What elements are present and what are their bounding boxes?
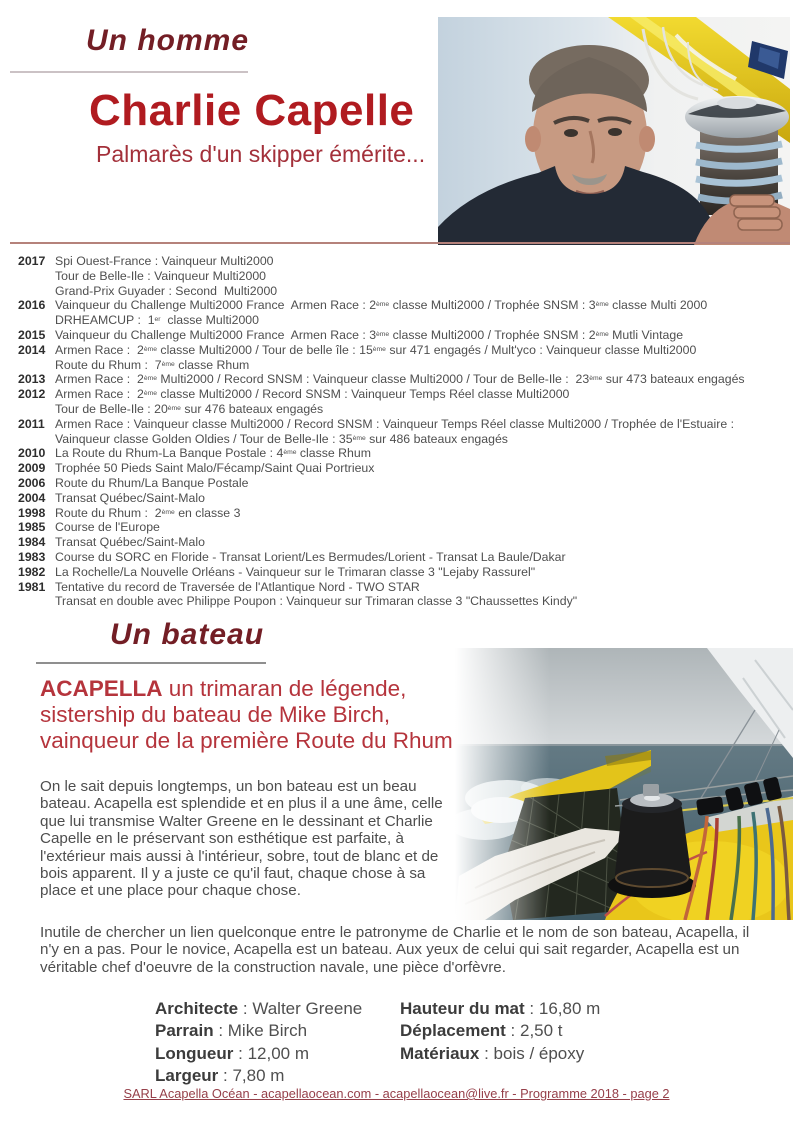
palmares-line: Course de l'Europe	[55, 520, 160, 535]
palmares-row	[18, 254, 790, 298]
palmares-lines	[55, 476, 790, 491]
palmares-line: Tentative du record de Traversée de l'Atlantique Nord - TWO STAR	[55, 579, 420, 594]
palmares-lines	[55, 298, 790, 328]
divider-under-un-bateau	[36, 662, 266, 664]
boat-heading-line3: vainqueur de la première Route du Rhum	[40, 728, 453, 753]
palmares-row	[18, 417, 790, 447]
palmares-year: 2010	[18, 446, 46, 461]
palmares-line: Armen Race : Vainqueur classe Multi2000 / Record SNSM : Vainqueur Temps Réel classe Multi2000 / Trophée de l'Estuaire :	[55, 416, 735, 431]
subtitle-palmares: Palmarès d'un skipper émérite...	[96, 141, 426, 167]
palmares-year: 2014	[18, 342, 46, 357]
palmares-line: Course du SORC en Floride - Transat Lorient/Les Bermudes/Lorient - Transat La Baule/Dakar	[55, 549, 566, 564]
palmares-line: Transat en double avec Philippe Poupon : Vainqueur sur Trimaran classe 3 "Chaussettes Kindy"	[55, 594, 578, 609]
palmares-year: 1982	[18, 564, 46, 579]
palmares-lines	[55, 328, 790, 343]
spec-row-materiaux: Matériaux : bois / époxy	[400, 1043, 585, 1063]
palmares-year: 1983	[18, 549, 46, 564]
palmares-line: Transat Québec/Saint-Malo	[55, 535, 205, 550]
palmares-year: 1985	[18, 520, 46, 535]
divider-header	[10, 242, 790, 244]
palmares-row	[18, 580, 790, 610]
page-title-charlie-capelle: Charlie Capelle	[89, 86, 415, 135]
spec-row-hauteur-mat: Hauteur du mat : 16,80 m	[400, 999, 601, 1018]
section-title-un-homme: Un homme	[86, 24, 250, 57]
palmares-line: Tour de Belle-Ile : Vainqueur Multi2000	[55, 268, 266, 283]
palmares-year: 2004	[18, 490, 46, 505]
spec-row-architecte: Architecte : Walter Greene	[155, 999, 363, 1018]
spec-row-longueur: Longueur : 12,00 m	[155, 1043, 309, 1063]
palmares-lines	[55, 446, 790, 461]
footer-link-text[interactable]: SARL Acapella Océan - acapellaocean.com - acapellaocean@live.fr - Programme 2018 - page 2	[123, 1086, 670, 1101]
palmares-line: Vainqueur du Challenge Multi2000 France Armen Race : 3ème classe Multi2000 / Trophée SNSM : 2ème Mutli Vintage	[55, 327, 684, 342]
palmares-lines	[55, 461, 790, 476]
palmares-lines	[55, 550, 790, 565]
section-title-un-bateau: Un bateau	[110, 618, 265, 651]
palmares-lines	[55, 491, 790, 506]
photo-charlie-capelle	[438, 17, 790, 245]
palmares-year: 2012	[18, 387, 46, 402]
specs-right-column	[400, 998, 600, 1065]
palmares-row	[18, 550, 790, 565]
boat-heading-line1: un trimaran de légende,	[162, 676, 407, 701]
palmares-lines	[55, 506, 790, 521]
palmares-row	[18, 491, 790, 506]
left-fade	[455, 648, 550, 920]
palmares-lines	[55, 580, 790, 610]
palmares-year: 2013	[18, 372, 46, 387]
palmares-year: 2006	[18, 475, 46, 490]
palmares-row	[18, 565, 790, 580]
palmares-year: 2011	[18, 416, 45, 431]
photo-acapella-deck	[455, 648, 793, 920]
palmares-line: Route du Rhum/La Banque Postale	[55, 475, 249, 490]
palmares-lines	[55, 254, 790, 298]
palmares-row	[18, 328, 790, 343]
palmares-lines	[55, 417, 790, 447]
palmares-line: Trophée 50 Pieds Saint Malo/Fécamp/Saint Quai Portrieux	[55, 461, 375, 476]
palmares-row	[18, 343, 790, 373]
boat-paragraph-2: Inutile de chercher un lien quelconque entre le patronyme de Charlie et le nom de son bateau, Acapella, il n'y en a pas. Pour le novice, Acapella est un bateau. Aux yeux de celui qui sait regarder, Acapella est un véritable chef d'oeuvre de la construction navale, une pièce d'orfèvre.	[40, 924, 750, 976]
palmares-line: Armen Race : 2ème classe Multi2000 / Record SNSM : Vainqueur Temps Réel classe Multi2000	[55, 387, 570, 402]
palmares-line: Vainqueur du Challenge Multi2000 France Armen Race : 2ème classe Multi2000 / Trophée SNSM : 3ème classe Multi 2000	[55, 298, 708, 313]
palmares-lines	[55, 565, 790, 580]
palmares-year: 2015	[18, 327, 46, 342]
palmares-line: Grand-Prix Guyader : Second Multi2000	[55, 283, 278, 298]
palmares-row	[18, 535, 790, 550]
palmares-lines	[55, 535, 790, 550]
palmares-row	[18, 506, 790, 521]
palmares-row	[18, 520, 790, 535]
palmares-line: Route du Rhum : 2ème en classe 3	[55, 505, 241, 520]
palmares-lines	[55, 387, 790, 417]
palmares-line: La Route du Rhum-La Banque Postale : 4ème classe Rhum	[55, 446, 371, 461]
palmares-list	[18, 254, 790, 609]
boat-heading-line2: sistership du bateau de Mike Birch,	[40, 702, 391, 727]
boat-paragraph-1: On le sait depuis longtemps, un bon bateau est un beau bateau. Acapella est splendide et en plus il a une âme, celle que lui transmise Walter Greene en le dessinant et Charlie Capelle en le préservant son esthétique est parfaite, à l'extérieur mais aussi à l'intérieur, sobre, tout de blanc et de bois apparent. Il y a juste ce qu'il faut, chaque chose à sa place et une place pour chaque chose.	[40, 778, 443, 900]
palmares-line: Armen Race : 2ème classe Multi2000 / Tour de belle île : 15ème sur 471 engagés / Mult'yco : Vainqueur classe Multi2000	[55, 342, 697, 357]
palmares-lines	[55, 520, 790, 535]
spec-row-parrain: Parrain : Mike Birch	[155, 1021, 308, 1041]
palmares-line: Route du Rhum : 7ème classe Rhum	[55, 357, 250, 372]
palmares-lines	[55, 372, 790, 387]
palmares-row	[18, 461, 790, 476]
palmares-year: 2017	[18, 254, 46, 268]
palmares-row	[18, 298, 790, 328]
palmares-row	[18, 387, 790, 417]
palmares-year: 2016	[18, 298, 46, 313]
palmares-year: 1998	[18, 505, 46, 520]
palmares-year: 1981	[18, 579, 46, 594]
palmares-line: Transat Québec/Saint-Malo	[55, 490, 205, 505]
palmares-line: Tour de Belle-Ile : 20ème sur 476 bateaux engagés	[55, 401, 324, 416]
palmares-line: Armen Race : 2ème Multi2000 / Record SNSM : Vainqueur classe Multi2000 / Tour de Belle-Ile : 23ème sur 473 bateaux engagés	[55, 372, 745, 387]
divider-under-un-homme	[10, 71, 248, 73]
palmares-row	[18, 476, 790, 491]
palmares-row	[18, 372, 790, 387]
palmares-line: Spi Ouest-France : Vainqueur Multi2000	[55, 254, 274, 268]
boat-name: ACAPELLA	[40, 676, 163, 701]
palmares-year: 1984	[18, 535, 46, 550]
palmares-year: 2009	[18, 461, 46, 476]
spec-row-largeur: Largeur : 7,80 m	[155, 1065, 285, 1085]
palmares-line: DRHEAMCUP : 1er classe Multi2000	[55, 313, 259, 328]
palmares-line: La Rochelle/La Nouvelle Orléans - Vainqueur sur le Trimaran classe 3 "Lejaby Rassurel"	[55, 564, 536, 579]
palmares-lines	[55, 343, 790, 373]
spec-row-deplacement: Déplacement : 2,50 t	[400, 1021, 563, 1041]
palmares-row	[18, 446, 790, 461]
page-footer	[0, 1086, 793, 1101]
palmares-line: Vainqueur classe Golden Oldies / Tour de Belle-Ile : 35ème sur 486 bateaux engagés	[55, 431, 508, 446]
specs-left-column	[155, 998, 362, 1087]
boat-heading	[40, 676, 453, 754]
